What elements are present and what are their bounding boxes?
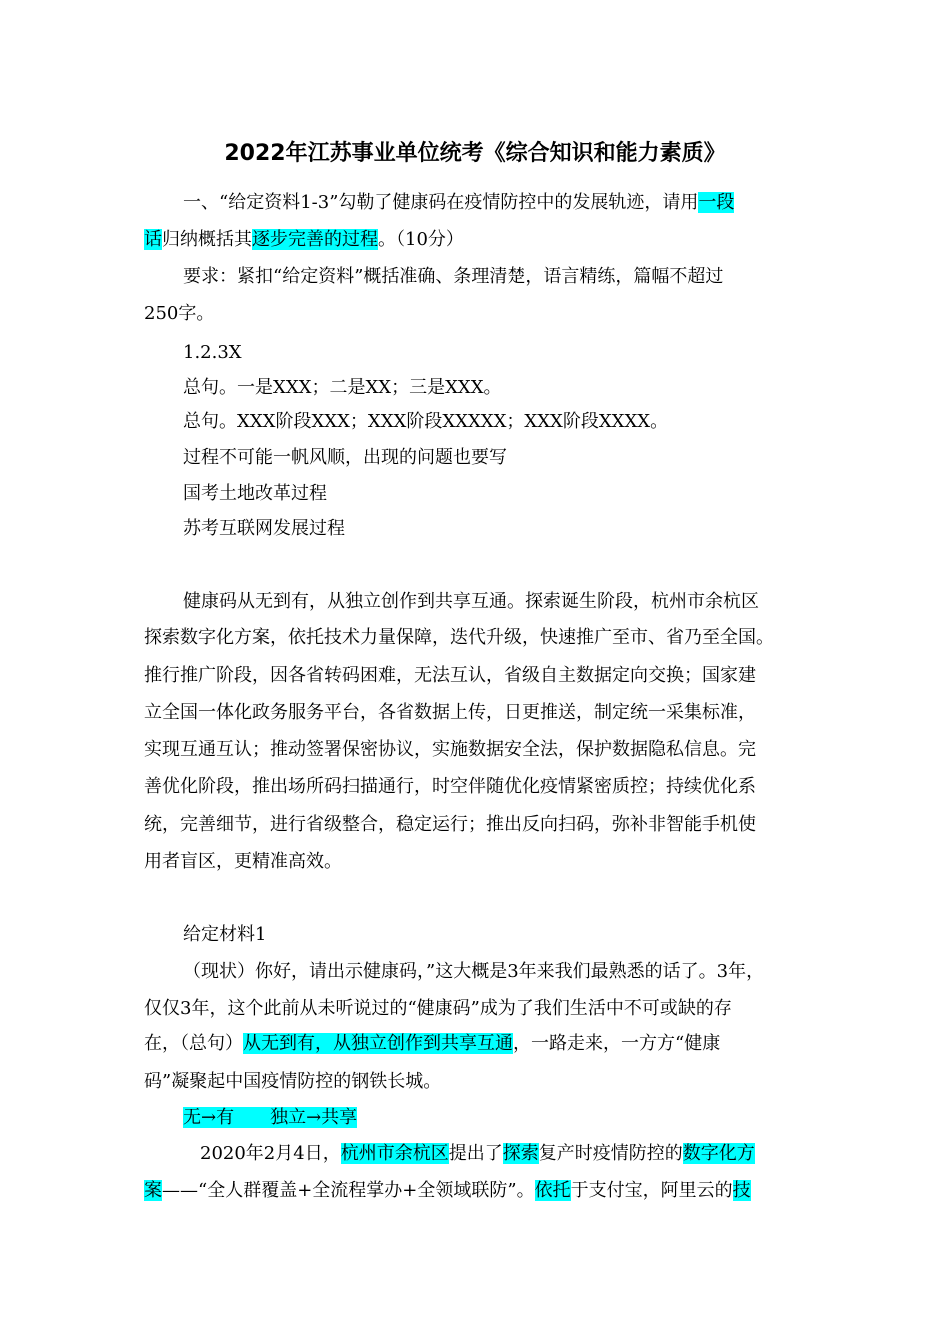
question-text: 。（10分） [378, 229, 464, 250]
answer-line: 推行推广阶段，因各省转码困难，无法互认，省级自主数据定向交换；国家建 [144, 665, 756, 686]
material-text: 于支付宝，阿里云的 [570, 1180, 733, 1201]
highlight: 从无到有，从独立创作到共享互通 [243, 1033, 513, 1054]
highlight: 无→有 独立→共享 [183, 1107, 358, 1128]
highlight: 数字化方 [682, 1143, 755, 1164]
highlight: 技 [732, 1180, 751, 1201]
highlight: 逐步完善的过程 [252, 229, 378, 250]
answer-line: 实现互通互认；推动签署保密协议，实施数据安全法，保护数据隐私信息。完 [144, 739, 756, 760]
question-text: 归纳概括其 [162, 229, 252, 250]
highlight: 案 [144, 1180, 162, 1201]
material-heading: 给定材料1 [183, 924, 267, 945]
material-line [144, 1178, 751, 1204]
note-line: 苏考互联网发展过程 [183, 518, 345, 539]
material-text: 提出了 [448, 1143, 503, 1164]
highlight: 依托 [534, 1180, 571, 1201]
answer-line: 统，完善细节，进行省级整合，稳定运行；推出反向扫码，弥补非智能手机使 [144, 814, 756, 835]
note-line: 1.2.3X [183, 342, 242, 363]
note-line: 总句。XXX阶段XXX；XXX阶段XXXXX；XXX阶段XXXX。 [183, 411, 669, 432]
highlight: 杭州市余杭区 [340, 1143, 449, 1164]
note-line: 总句。一是XXX；二是XX；三是XXX。 [183, 377, 502, 398]
material-text: ，一路走来，一方方“健康 [513, 1033, 721, 1054]
requirement-line-1: 要求：紧扣“给定资料”概括准确、条理清楚，语言精练，篇幅不超过 [183, 266, 724, 287]
question-line-1 [183, 190, 734, 216]
question-line-2 [144, 227, 464, 253]
note-line: 国考土地改革过程 [183, 483, 327, 504]
material-text: 2020年2月4日， [200, 1143, 341, 1164]
answer-line: 善优化阶段，推出场所码扫描通行，时空伴随优化疫情紧密质控；持续优化系 [144, 776, 756, 797]
material-line: 仅仅3年，这个此前从未听说过的“健康码”成为了我们生活中不可或缺的存 [144, 998, 732, 1019]
note-line: 过程不可能一帆风顺，出现的问题也要写 [183, 447, 507, 468]
answer-line: 健康码从无到有，从独立创作到共享互通。探索诞生阶段，杭州市余杭区 [183, 591, 759, 612]
material-line: 码”凝聚起中国疫情防控的钢铁长城。 [144, 1071, 442, 1092]
highlight: 探索 [502, 1143, 539, 1164]
material-line [144, 1031, 720, 1057]
material-line [200, 1141, 755, 1167]
tag-line [183, 1105, 357, 1131]
answer-line: 用者盲区，更精准高效。 [144, 851, 342, 872]
material-line: （现状）你好，请出示健康码，”这大概是3年来我们最熟悉的话了。3年， [183, 961, 765, 982]
material-text: 在，（总句） [144, 1033, 243, 1054]
highlight: 话 [144, 229, 162, 250]
material-text: 复产时疫情防控的 [538, 1143, 683, 1164]
highlight: 一段 [698, 192, 735, 213]
question-text: 一、“给定资料1-3”勾勒了健康码在疫情防控中的发展轨迹，请用 [183, 192, 699, 213]
requirement-line-2: 250字。 [144, 303, 215, 324]
document-title: 2022年江苏事业单位统考《综合知识和能力素质》 [224, 141, 726, 166]
material-text: ——“全人群覆盖+全流程掌办+全领域联防”。 [162, 1180, 535, 1201]
answer-line: 立全国一体化政务服务平台，各省数据上传，日更推送，制定统一采集标准， [144, 702, 756, 723]
answer-line: 探索数字化方案，依托技术力量保障，迭代升级，快速推广至市、省乃至全国。 [144, 627, 774, 648]
